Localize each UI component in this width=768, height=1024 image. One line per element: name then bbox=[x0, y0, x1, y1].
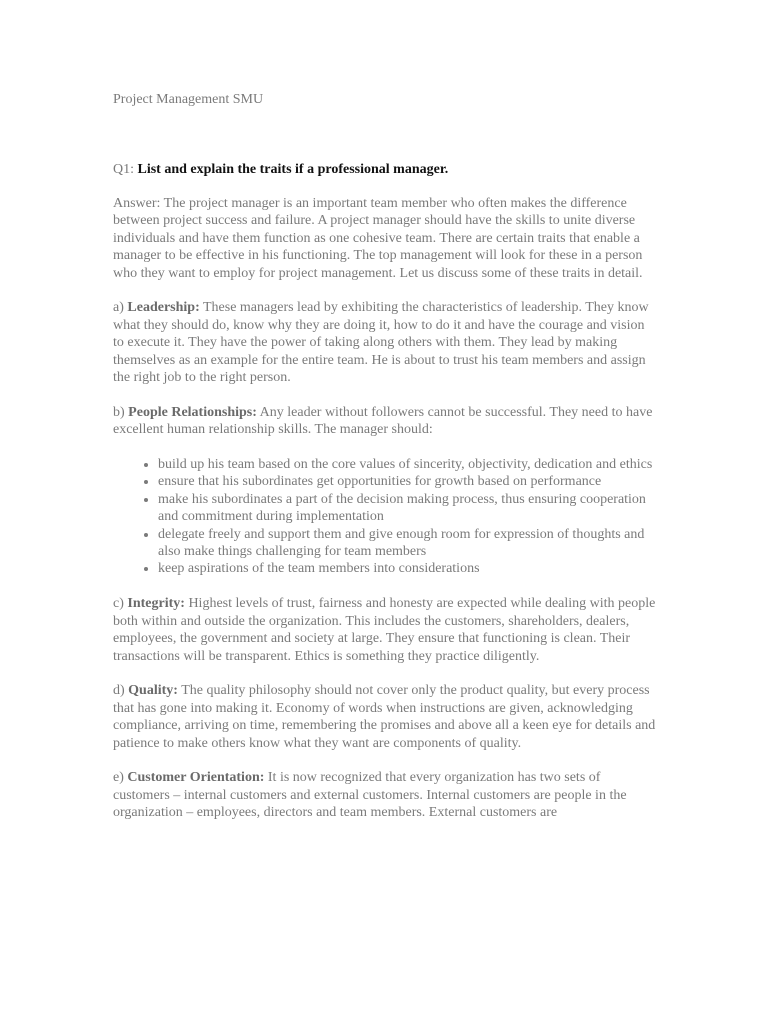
trait-people-relationships bbox=[113, 404, 658, 439]
list-item: • ensure that his subordinates get opportunities for growth based on performance bbox=[158, 473, 658, 490]
list-item: • make his subordinates a part of the decision making process, thus ensuring cooperation and commitment during implementation bbox=[158, 491, 658, 526]
trait-text: Any leader without followers cannot be successful. They need to have excellent human relationship skills. The manager should: bbox=[113, 404, 653, 438]
trait-quality bbox=[113, 682, 658, 752]
list-item: • keep aspirations of the team members into considerations bbox=[158, 560, 658, 577]
question-text: List and explain the traits if a professional manager. bbox=[137, 162, 449, 177]
trait-text: The quality philosophy should not cover only the product quality, but every process that has gone into making it. Economy of words when instructions are given, acknowledging compliance, arriving on time, remembering the promises and above all a keen eye for details and patience to make others know what they want are components of quality. bbox=[113, 683, 656, 751]
trait-term: Leadership: bbox=[127, 300, 200, 316]
trait-prefix: b) bbox=[113, 404, 125, 420]
answer-intro: Answer: The project manager is an important team member who often makes the difference between project success and failure. A project manager should have the skills to unite diverse individuals and have them function as one cohesive team. There are certain traits that enable a manager to be effective in his functioning. The top management will look for these in a person who they want to employ for project management. Let us discuss some of these traits in detail. bbox=[113, 196, 643, 281]
trait-term: People Relationships: bbox=[128, 404, 257, 420]
trait-leadership bbox=[113, 299, 658, 386]
trait-prefix: e) bbox=[113, 770, 124, 786]
trait-term: Customer Orientation: bbox=[127, 770, 265, 786]
answer-body bbox=[113, 195, 658, 839]
document-title: Project Management SMU bbox=[113, 92, 264, 107]
question-line bbox=[113, 161, 448, 178]
trait-customer-orientation bbox=[113, 769, 658, 821]
trait-term: Quality: bbox=[128, 683, 178, 699]
list-item: • build up his team based on the core values of sincerity, objectivity, dedication and ethics bbox=[158, 456, 658, 473]
trait-integrity bbox=[113, 595, 658, 665]
list-item: • delegate freely and support them and give enough room for expression of thoughts and also make things challenging for team members bbox=[158, 526, 658, 561]
trait-term: Integrity: bbox=[127, 596, 185, 612]
trait-text: Highest levels of trust, fairness and honesty are expected while dealing with people both within and outside the organization. This includes the customers, shareholders, dealers, employees, the government and society at large. They ensure that functioning is clean. Their transactions will be transparent. Ethics is something they practice diligently. bbox=[113, 596, 656, 664]
trait-prefix: c) bbox=[113, 596, 124, 612]
trait-prefix: a) bbox=[113, 300, 124, 316]
manager-should-list bbox=[113, 456, 658, 578]
trait-prefix: d) bbox=[113, 683, 125, 699]
trait-text: These managers lead by exhibiting the characteristics of leadership. They know what they should do, know why they are doing it, how to do it and have the courage and vision to execute it. They have the power of taking along others with them. They lead by making themselves as an example for the entire team. He is about to trust his team members and assign the right job to the right person. bbox=[113, 300, 649, 386]
trait-text: It is now recognized that every organization has two sets of customers – internal customers and external customers. Internal customers are people in the organization – employees, directors and team members. External customers are bbox=[113, 770, 627, 821]
question-prefix: Q1: bbox=[113, 162, 134, 177]
